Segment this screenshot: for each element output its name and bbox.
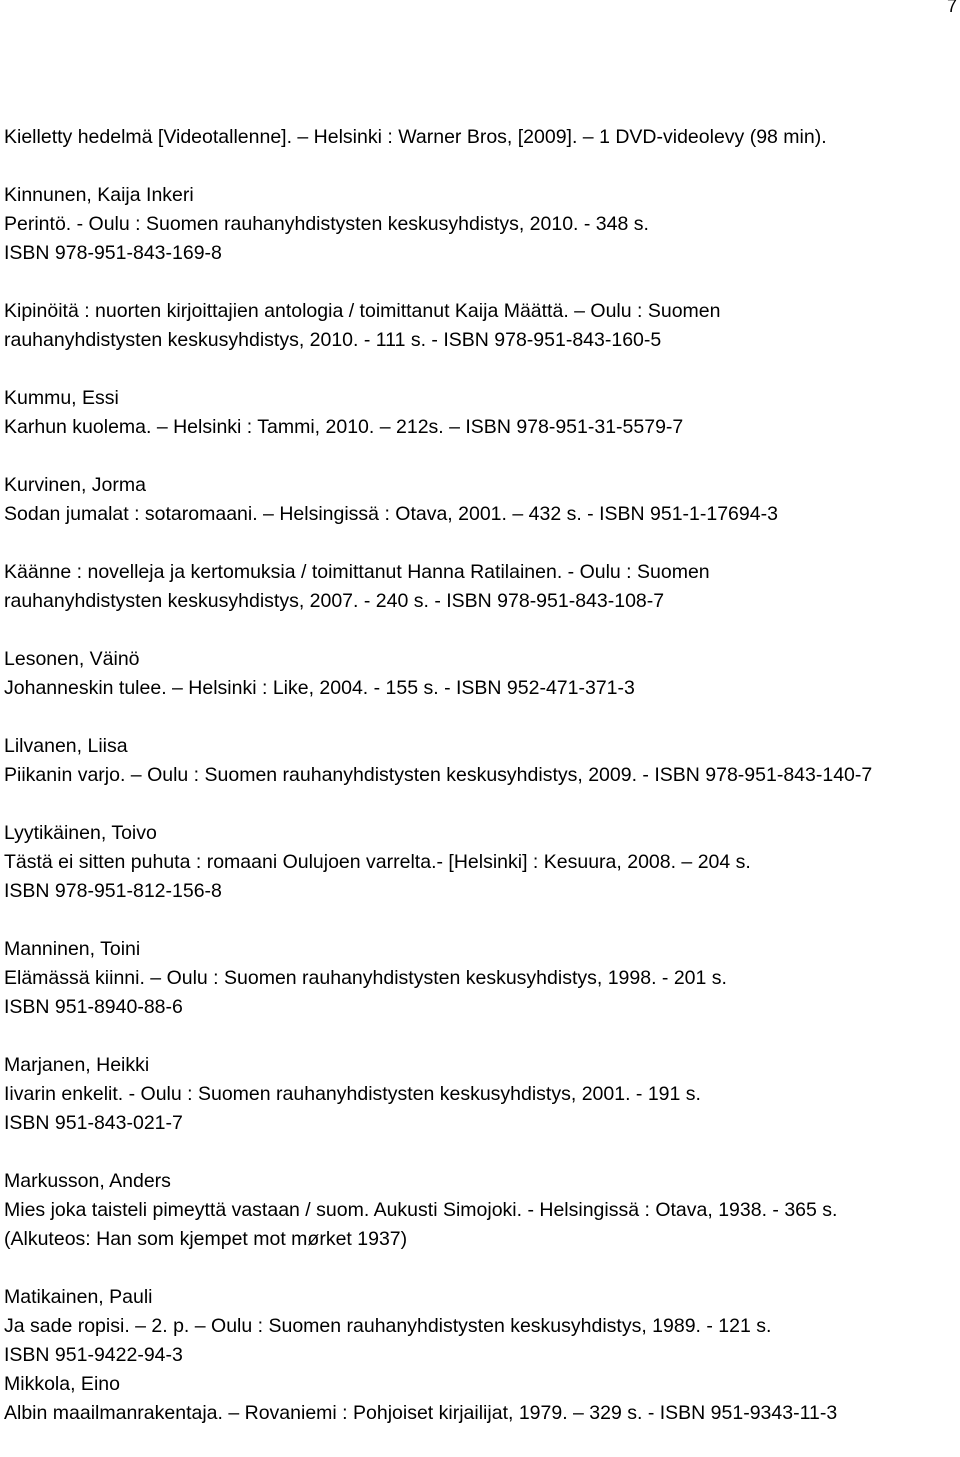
entry-line: rauhanyhdistysten keskusyhdistys, 2010. - 111 s. - ISBN 978-951-843-160-5 bbox=[4, 329, 662, 351]
entry-line: Karhun kuolema. – Helsinki : Tammi, 2010. – 212s. – ISBN 978-951-31-5579-7 bbox=[4, 416, 684, 438]
entry-line: Lilvanen, Liisa bbox=[4, 735, 128, 757]
entry-line: Elämässä kiinni. – Oulu : Suomen rauhanyhdistysten keskusyhdistys, 1998. - 201 s. bbox=[4, 967, 727, 989]
bibliography-entry bbox=[4, 384, 960, 442]
entry-line: (Alkuteos: Han som kjempet mot mørket 1937) bbox=[4, 1228, 408, 1250]
entry-line: Matikainen, Pauli bbox=[4, 1286, 153, 1308]
entry-line: Mikkola, Eino bbox=[4, 1373, 120, 1395]
entry-line: Kipinöitä : nuorten kirjoittajien antologia / toimittanut Kaija Määttä. – Oulu : Suomen bbox=[4, 300, 721, 322]
entry-line: Kurvinen, Jorma bbox=[4, 474, 146, 496]
bibliography-entry bbox=[4, 1051, 960, 1138]
entry-line: ISBN 951-843-021-7 bbox=[4, 1112, 183, 1134]
entry-line: ISBN 951-8940-88-6 bbox=[4, 996, 183, 1018]
entry-line: Lesonen, Väinö bbox=[4, 648, 140, 670]
entry-line: Manninen, Toini bbox=[4, 938, 141, 960]
entry-line: Markusson, Anders bbox=[4, 1170, 171, 1192]
bibliography-entry bbox=[4, 181, 960, 268]
entry-line: Kielletty hedelmä [Videotallenne]. – Helsinki : Warner Bros, [2009]. – 1 DVD-videolevy (98 min). bbox=[4, 126, 827, 148]
bibliography-entry bbox=[4, 558, 960, 616]
bibliography-entry bbox=[4, 1283, 960, 1370]
bibliography-entry bbox=[4, 123, 960, 152]
bibliography-entry bbox=[4, 1167, 960, 1254]
entry-line: Piikanin varjo. – Oulu : Suomen rauhanyhdistysten keskusyhdistys, 2009. - ISBN 978-951-843-140-7 bbox=[4, 764, 873, 786]
entry-line: ISBN 978-951-843-169-8 bbox=[4, 242, 222, 264]
entry-line: Lyytikäinen, Toivo bbox=[4, 822, 157, 844]
entry-line: Marjanen, Heikki bbox=[4, 1054, 150, 1076]
entry-line: ISBN 951-9422-94-3 bbox=[4, 1344, 183, 1366]
entry-line: Käänne : novelleja ja kertomuksia / toimittanut Hanna Ratilainen. - Oulu : Suomen bbox=[4, 561, 710, 583]
bibliography-entry bbox=[4, 471, 960, 529]
page-number: 7 bbox=[946, 0, 957, 16]
entry-line: rauhanyhdistysten keskusyhdistys, 2007. - 240 s. - ISBN 978-951-843-108-7 bbox=[4, 590, 665, 612]
entry-line: Kummu, Essi bbox=[4, 387, 119, 409]
bibliography-entry bbox=[4, 297, 960, 355]
bibliography-entry bbox=[4, 645, 960, 703]
entry-line: Albin maailmanrakentaja. – Rovaniemi : Pohjoiset kirjailijat, 1979. – 329 s. - ISBN 951-9343-11-3 bbox=[4, 1402, 838, 1424]
entry-line: Ja sade ropisi. – 2. p. – Oulu : Suomen rauhanyhdistysten keskusyhdistys, 1989. - 121 s. bbox=[4, 1315, 772, 1337]
entry-line: Kinnunen, Kaija Inkeri bbox=[4, 184, 194, 206]
entry-line: Iivarin enkelit. - Oulu : Suomen rauhanyhdistysten keskusyhdistys, 2001. - 191 s. bbox=[4, 1083, 701, 1105]
entry-line: Sodan jumalat : sotaromaani. – Helsingissä : Otava, 2001. – 432 s. - ISBN 951-1-17694-3 bbox=[4, 503, 778, 525]
entry-line: Tästä ei sitten puhuta : romaani Oulujoen varrelta.- [Helsinki] : Kesuura, 2008. – 204 s. bbox=[4, 851, 751, 873]
entry-line: ISBN 978-951-812-156-8 bbox=[4, 880, 222, 902]
bibliography-list bbox=[4, 123, 960, 1457]
bibliography-entry bbox=[4, 819, 960, 906]
entry-line: Mies joka taisteli pimeyttä vastaan / suom. Aukusti Simojoki. - Helsingissä : Otava, 1938. - 365 s. bbox=[4, 1199, 838, 1221]
bibliography-entry bbox=[4, 935, 960, 1022]
entry-line: Perintö. - Oulu : Suomen rauhanyhdistysten keskusyhdistys, 2010. - 348 s. bbox=[4, 213, 649, 235]
entry-line: Johanneskin tulee. – Helsinki : Like, 2004. - 155 s. - ISBN 952-471-371-3 bbox=[4, 677, 635, 699]
bibliography-entry bbox=[4, 1370, 960, 1428]
bibliography-entry bbox=[4, 732, 960, 790]
